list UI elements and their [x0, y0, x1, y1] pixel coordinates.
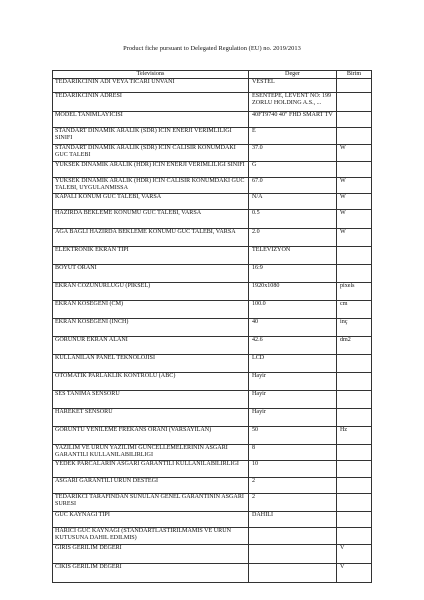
table-row — [53, 112, 372, 128]
row-value: 37.0 — [249, 145, 337, 162]
table-row — [53, 319, 372, 337]
row-label: MODEL TANIMLAYICISI — [53, 112, 249, 128]
row-value: G — [249, 162, 337, 178]
row-unit: dm2 — [337, 337, 372, 355]
table-row — [53, 461, 372, 478]
table-row — [53, 265, 372, 283]
row-unit: W — [337, 229, 372, 247]
row-value — [249, 545, 337, 564]
page-title: Product fiche pursuant to Delegated Regulation (EU) no. 2019/2013 — [123, 45, 301, 52]
row-label: YUKSEK DINAMIK ARALIK (HDR) ICIN ENERJI VERIMLILIGI SINIFI — [53, 162, 249, 178]
table-row — [53, 194, 372, 210]
row-unit: V — [337, 564, 372, 583]
row-label: TEDARIKCININ ADRESI — [53, 93, 249, 112]
row-unit: cm — [337, 301, 372, 319]
row-unit — [337, 79, 372, 93]
row-unit — [337, 162, 372, 178]
row-value: 2.0 — [249, 229, 337, 247]
row-unit — [337, 247, 372, 265]
row-unit — [337, 494, 372, 512]
table-row — [53, 162, 372, 178]
table-row — [53, 478, 372, 494]
header-televisions: Televisions — [53, 71, 249, 79]
row-value: E — [249, 128, 337, 145]
row-value: 50 — [249, 427, 337, 445]
row-label: KULLANILAN PANEL TEKNOLOJISI — [53, 355, 249, 373]
row-value: LCD — [249, 355, 337, 373]
row-value: 67.0 — [249, 178, 337, 194]
row-unit — [337, 528, 372, 545]
row-label: KAPALI KONUM GUC TALEBI, VARSA — [53, 194, 249, 210]
row-unit — [337, 512, 372, 528]
table-row — [53, 178, 372, 194]
row-value — [249, 528, 337, 545]
row-label: HARICI GUC KAYNAGI (STANDARTLASTIRILMAMIS VE URUN KUTUSUNA DAHIL EDILMIS) — [53, 528, 249, 545]
row-unit: V — [337, 545, 372, 564]
table-row — [53, 145, 372, 162]
row-label: GORUNTU YENILEME FREKANS ORANI (VARSAYILAN) — [53, 427, 249, 445]
row-label: GUC KAYNAGI TIPI — [53, 512, 249, 528]
table-row — [53, 445, 372, 461]
row-label: YUKSEK DINAMIK ARALIK (HDR) ICIN CALISIR KONUMDAKI GUC TALEBI, UYGULANMISSA — [53, 178, 249, 194]
row-value: 16:9 — [249, 265, 337, 283]
table-row — [53, 512, 372, 528]
row-unit: W — [337, 145, 372, 162]
row-unit — [337, 478, 372, 494]
row-unit — [337, 373, 372, 391]
row-unit — [337, 112, 372, 128]
row-value: 2 — [249, 494, 337, 512]
row-value: VESTEL — [249, 79, 337, 93]
table-row — [53, 427, 372, 445]
row-value: 0.5 — [249, 210, 337, 229]
row-label: HAZIRDA BEKLEME KONUMU GUC TALEBI, VARSA — [53, 210, 249, 229]
row-value: 42.6 — [249, 337, 337, 355]
row-label: TEDARIKCININ ADI VEYA TICARI UNVANI — [53, 79, 249, 93]
row-label: EKRAN COZUNURLUGU (PIKSEL) — [53, 283, 249, 301]
row-label: EKRAN KOSEGENI (CM) — [53, 301, 249, 319]
row-value: 40FT9740 40" FHD SMART TV — [249, 112, 337, 128]
table-row — [53, 93, 372, 112]
row-value — [249, 564, 337, 583]
row-unit: W — [337, 178, 372, 194]
row-label: AGA BAGLI HAZIRDA BEKLEME KONUMU GUC TALEBI, VARSA — [53, 229, 249, 247]
row-unit — [337, 445, 372, 461]
row-value: 2 — [249, 478, 337, 494]
row-label: STANDART DINAMIK ARALIK (SDR) ICIN ENERJI VERIMLILIGI SINIFI — [53, 128, 249, 145]
header-birim: Birim — [337, 71, 372, 79]
row-label: TEDARIKCI TARAFINDAN SUNULAN GENEL GARANTININ ASGARI SURESI — [53, 494, 249, 512]
table-row — [53, 373, 372, 391]
table-header-row — [53, 71, 372, 79]
row-value: N/A — [249, 194, 337, 210]
table-row — [53, 229, 372, 247]
row-label: SES TANIMA SENSORU — [53, 391, 249, 409]
row-value: ESENTEPE, LEVENT NO: 199 ZORLU HOLDING A.S., ... — [249, 93, 337, 112]
row-value: Hayir — [249, 409, 337, 427]
row-label: EKRAN KOSEGENI (INCH) — [53, 319, 249, 337]
row-unit — [337, 265, 372, 283]
row-value: 100.0 — [249, 301, 337, 319]
row-unit: W — [337, 210, 372, 229]
row-label: GORUNUR EKRAN ALANI — [53, 337, 249, 355]
row-unit: W — [337, 194, 372, 210]
row-label: STANDART DINAMIK ARALIK (SDR) ICIN CALISIR KONUMDAKI GUC TALEBI — [53, 145, 249, 162]
row-unit: pixels — [337, 283, 372, 301]
row-value: DAHILI — [249, 512, 337, 528]
row-value: Hayir — [249, 373, 337, 391]
table-row — [53, 301, 372, 319]
row-unit — [337, 391, 372, 409]
row-label: ELEKTRONIK EKRAN TIPI — [53, 247, 249, 265]
table-row — [53, 564, 372, 583]
header-deger: Deger — [249, 71, 337, 79]
row-value: 1920x1080 — [249, 283, 337, 301]
table-row — [53, 355, 372, 373]
table-row — [53, 79, 372, 93]
row-unit — [337, 355, 372, 373]
row-label: YEDEK PARCALARIN ASGARI GARANTILI KULLANILABILIRLIGI — [53, 461, 249, 478]
row-label: HAREKET SENSORU — [53, 409, 249, 427]
product-fiche-table — [52, 70, 372, 583]
table-row — [53, 494, 372, 512]
table-row — [53, 391, 372, 409]
row-label: ASGARI GARANTILI URUN DESTEGI — [53, 478, 249, 494]
row-unit — [337, 409, 372, 427]
row-value: 40 — [249, 319, 337, 337]
row-value: 10 — [249, 461, 337, 478]
row-label: YAZILIM VE URUN YAZILIMI GUNCELLEMELERININ ASGARI GARANTILI KULLANILABILIRLIGI — [53, 445, 249, 461]
row-value: TELEVIZYON — [249, 247, 337, 265]
row-value: 8 — [249, 445, 337, 461]
table-row — [53, 528, 372, 545]
row-label: BOYUT ORANI — [53, 265, 249, 283]
row-unit — [337, 128, 372, 145]
table-row — [53, 128, 372, 145]
table-row — [53, 409, 372, 427]
row-label: GIRIS GERILIM DEGERI — [53, 545, 249, 564]
table-row — [53, 337, 372, 355]
row-unit — [337, 93, 372, 112]
table-row — [53, 210, 372, 229]
row-label: CIKIS GERILIM DEGERI — [53, 564, 249, 583]
table-row — [53, 545, 372, 564]
row-value: Hayir — [249, 391, 337, 409]
row-unit: Hz — [337, 427, 372, 445]
table-row — [53, 247, 372, 265]
row-unit — [337, 461, 372, 478]
table-row — [53, 283, 372, 301]
row-unit: inç — [337, 319, 372, 337]
row-label: OTOMATIK PARLAKLIK KONTROLU (ABC) — [53, 373, 249, 391]
